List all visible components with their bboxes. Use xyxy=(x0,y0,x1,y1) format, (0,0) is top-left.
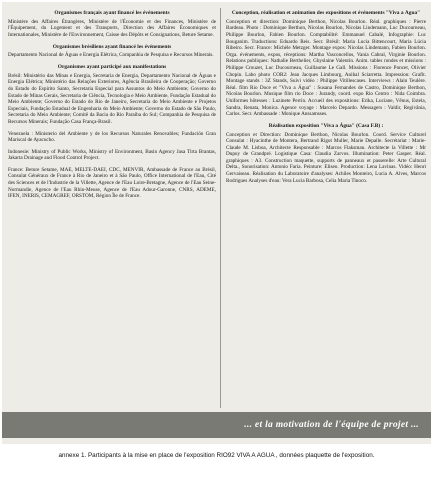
section-heading-participants: Organismes ayant participé aux manifestations xyxy=(57,63,167,70)
right-column xyxy=(226,10,426,189)
section-heading-conception: Conception, réalisation et animation des expositions et événements "Viva a Água" xyxy=(231,10,421,16)
section-heading-brazilian-funders: Organismes brésiliens ayant financé les événements xyxy=(52,43,172,50)
brochure-scan xyxy=(2,2,431,444)
figure-caption: annexe 1. Participants à la mise en place de l'exposition RIO92 VIVA A AGUA , données plaquette de l'exposition. xyxy=(58,452,375,459)
participants-france: France: Beture Setame, MAE, MELTE-DAEI, CDC, MENVIR, Ambassade de France au Brésil, Consulat Généraux de France à Rio de Janeiro et à São Paulo, Office International de l'Eau, Cité des Sciences et de l'Industrie de la Villette, Agence de l'Eau Loire-Bretagne, Agence de l'Eau Seine-Normandie, Agence de l'Eau Rhin-Meuse, Agence de l'Eau Adour-Garonne, CNRS, ADEME, IFEN, INERIS, CEMAGREF, ORSTOM, Région Île de France. xyxy=(8,166,216,200)
column-divider xyxy=(220,8,221,408)
section-heading-french-funders: Organismes français ayant financé les événements xyxy=(54,10,170,16)
motivation-banner xyxy=(2,412,431,438)
brazilian-funders-text: Departamento Nacional de Águas e Energia Elétrica, Companhia de Pesquisa e Recursos Minerais. xyxy=(8,52,214,59)
participants-brazil: Brésil: Ministério das Minas e Energia, Secretaria de Energia, Departamento Nacional de Águas e Energia Elétrica; Ministério das Relações Exteriores, Agência Brasileira de Cooperação; Governo do Estado do Espírito Santo, Secretaria Especial para Assuntos do Meio Ambiente; Governo do Estado de Minas Gerais, Secretaria de Ciência, Tecnologia e Meio Ambiente, Fundação Estadual do Meio Ambiente; Governo do Estado do Rio de Janeiro, Secretaria do Meio Ambiente e Projetos Especiais, Fundação Estadual de Engenharia do Meio Ambiente; Governo do Estado de São Paulo, Secretaria do Meio Ambiente; Comitê da Bacia do Rio Paraíba do Sul; Companhia de Pesquisa de Recursos Minerais; Fundação Casa França-Brasil. xyxy=(8,72,216,125)
conception-credits: Conception et direction: Dominique Berthon, Nicolas Bourlon. Réal. graphiques : Pierre Bardeau. Photo : Dominique Berthon, Nicolas Bourlon, Nicolas Lindemann, Luc Ducourneau, Philippe Bourlon, Fabien Bourlon. Comptabilité: Emmanuel Cabalé, Infographie: Luc Bouganim. Traductions: Eduardo Reis. Secr. Brésil: Maria Lucia Bittencourt, Maria Lúcia Ribeiro. Secr. France: Michèle Metzger. Montage expos: Nicolas Lindemann, Fabien Bourlon. Orga. événements, expos, réceptions: Martha Vasconcellos, Vania Cabral, Virginie Bourlon. Relations publiques: Nathalie Berthelier, Ghyslaine Valentin. Anim. tables rondes et missions : Philippe Crouzet, Luc Ducourneau, Guillaume Le Gall. Missions : Florence Poncet, Olivier Chopin. Labo photo COR2: Jean Jacques Limbourg, Anibal Sciarretta. Impression: Grafit. Montage stands : 3Z Stands, Suivi vidéo : Philippe Vitillescases. Interviews : Alain Teulère. Réal. film Rio Doce et "Viva a Água" : Susana Fernandes de Castro, Dominique Berthon, Nicolas Bourlon. Musique film rio Doce : Jurandy, coord. expo Rio Centro : Nida Coimbra. Uniformes hôtesses : Luzinete Perrin. Accueil des expositions: Erika, Luciane, Vênus, Estela, Sandra, Renata, Monica. Agence voyage : Marcelo Depardo. Messagers : Valdir, Regivânia, Carlos. Secr. Ambassade : Monique Anssamsses. xyxy=(226,18,426,118)
participants-venezuela: Venezuela : Ministerio del Ambiente y de los Recursos Naturales Renovables; Fundación Gran Mariscal de Ayacucho. xyxy=(8,130,216,144)
participants-indonesia: Indonesie: Ministry of Public Works, Ministry of Environment, Basin Agency Jasa Tirta Brantas, Jakarta Drainage and Flood Control Project. xyxy=(8,148,216,162)
section-heading-casa-fb: Réalisation exposition "Viva a Água" (Casa F.B) : xyxy=(268,122,384,129)
casa-fb-credits: Conception et Direction: Dominique Berthon, Nicolas Bourlon. Coord. Service Culturel Consulat : Hyacinthe de Montera, Bertrand Rigot Muller, Marie Depalle. Secrétariat : Marie-Claude M. Lisboa, Architecte Responsable : Marcos Flaksman. Architecte la Villette : Mr Dupuy de Grandpré. Logistique Casa: Claudia Zarvos. Illumination: Peter Gasper. Réal. graphiques : A3. Construction maquette, supports de panneaux et passerelle: Arte Cultural Delta., Sonorisation: Antonio Faria. Peinture: Eliseo. Production: Lena Lavinas. Vidéo: Henri Gervaiseau. Réalisation du Laboratoire d'analyses: Achiles Monteiro, Lucia A. Alves, Marcos Rodrigues Analyses d'eau: Vera Lucia Barbosa, Celia Maria Tinoco. xyxy=(226,131,426,184)
motivation-banner-text: ... et la motivation de l'équipe de projet ... xyxy=(244,420,419,430)
french-funders-text: Ministère des Affaires Étrangères, Ministère de l'Économie et des Finances, Ministère de l'Équipement, du Logement et des Transports, Direction des Affaires Économiques et Internationales, Ministère de l'Environnement, Caisse des Dépôts et Consignations, Beture Setame. xyxy=(8,18,216,38)
left-column xyxy=(8,10,216,205)
